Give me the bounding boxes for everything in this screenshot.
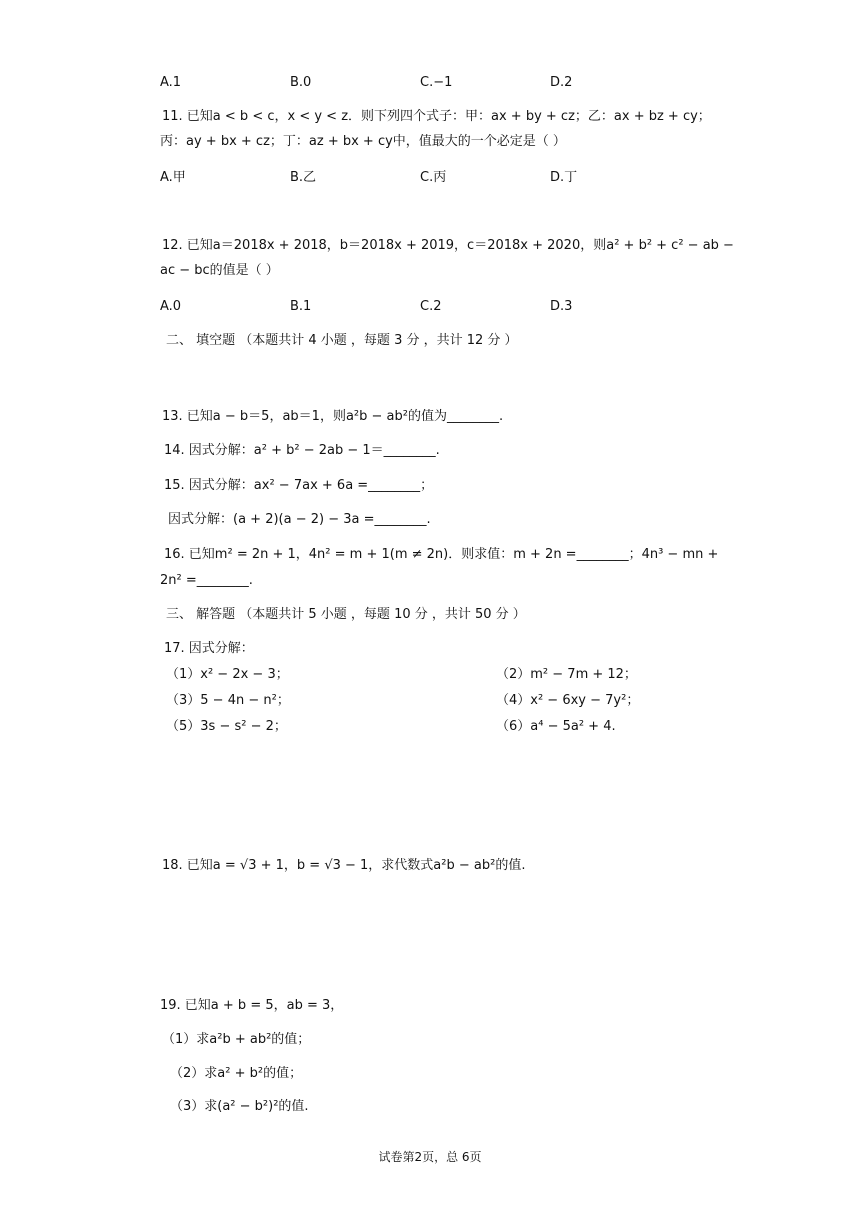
- section-3-heading: 三、 解答题 （本题共计 5 小题 ，每题 10 分 ，共计 50 分 ）: [166, 607, 526, 622]
- q16-text-line1: 16. 已知m² = 2n + 1，4n² = m + 1(m ≠ 2n)．则求值：m + 2n =________；4n³ − mn +: [164, 547, 719, 562]
- q17-item-2: （2）m² − 7m + 12；: [496, 667, 637, 682]
- q17-item-4: （4）x² − 6xy − 7y²；: [496, 693, 640, 708]
- q11-option-c: C.丙: [420, 170, 447, 185]
- q19-sub-3: （3）求(a² − b²)²的值.: [170, 1099, 309, 1114]
- page-footer: 试卷第2页，总 6页: [378, 1150, 482, 1164]
- q14-text: 14. 因式分解：a² + b² − 2ab − 1＝________.: [164, 443, 440, 458]
- q10-option-d: D.2: [550, 75, 573, 90]
- q19-sub-2: （2）求a² + b²的值；: [170, 1066, 303, 1081]
- q17-item-3: （3）5 − 4n − n²；: [166, 693, 290, 708]
- q19-text: 19. 已知a + b = 5，ab = 3，: [160, 998, 344, 1013]
- q17-item-5: （5）3s − s² − 2；: [166, 719, 287, 734]
- q12-option-c: C.2: [420, 299, 442, 314]
- q12-option-d: D.3: [550, 299, 573, 314]
- q12-text-line2: ac − bc的值是（ ）: [160, 263, 279, 278]
- q12-text-line1: 12. 已知a＝2018x + 2018，b＝2018x + 2019，c＝2018x + 2020，则a² + b² + c² − ab −: [162, 238, 734, 253]
- q16-text-line2: 2n² =________.: [160, 573, 253, 588]
- q12-option-b: B.1: [290, 299, 312, 314]
- q15-text-b: 因式分解：(a + 2)(a − 2) − 3a =________.: [168, 512, 431, 527]
- q10-option-b: B.0: [290, 75, 312, 90]
- q12-option-a: A.0: [160, 299, 182, 314]
- q11-option-a: A.甲: [160, 170, 186, 185]
- q15-text-a: 15. 因式分解：ax² − 7ax + 6a =________；: [164, 478, 434, 493]
- q13-text: 13. 已知a − b＝5，ab＝1，则a²b − ab²的值为________.: [162, 409, 504, 424]
- q11-text-line2: 丙：ay + bx + cz；丁：az + bx + cy中，值最大的一个必定是（ ）: [160, 134, 566, 149]
- q17-item-1: （1）x² − 2x − 3；: [166, 667, 289, 682]
- q17-item-6: （6）a⁴ − 5a² + 4.: [496, 719, 616, 734]
- section-2-heading: 二、 填空题 （本题共计 4 小题 ，每题 3 分 ，共计 12 分 ）: [166, 333, 518, 348]
- q11-option-b: B.乙: [290, 170, 317, 185]
- q18-text: 18. 已知a = √3 + 1，b = √3 − 1，求代数式a²b − ab²的值.: [162, 858, 526, 873]
- q10-option-a: A.1: [160, 75, 182, 90]
- q11-text-line1: 11. 已知a < b < c，x < y < z．则下列四个式子：甲：ax + by + cz；乙：ax + bz + cy；: [162, 109, 711, 124]
- q19-sub-1: （1）求a²b + ab²的值；: [162, 1032, 311, 1047]
- q17-title: 17. 因式分解：: [164, 641, 254, 656]
- q10-option-c: C.−1: [420, 75, 453, 90]
- q11-option-d: D.丁: [550, 170, 578, 185]
